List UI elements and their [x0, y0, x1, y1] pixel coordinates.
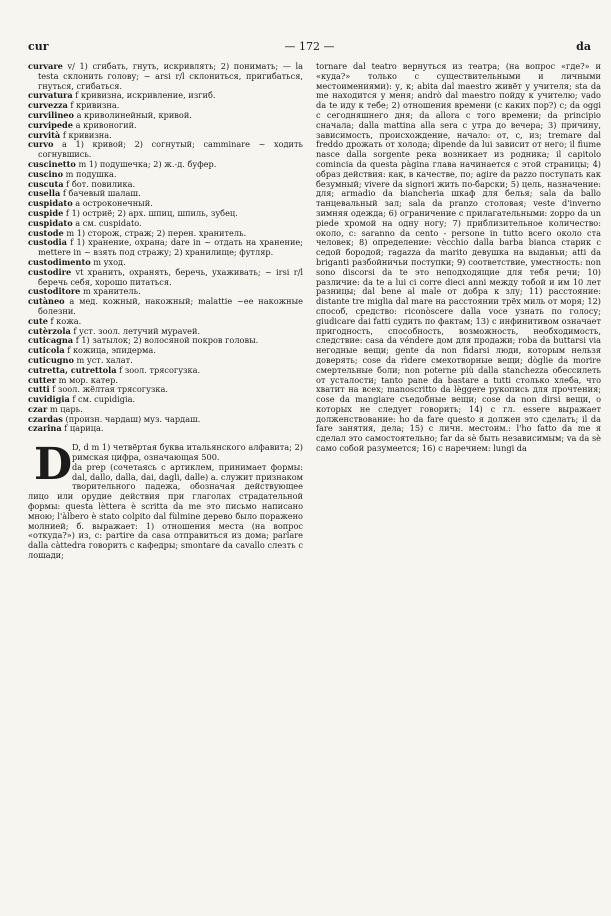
letter-d-section [28, 439, 303, 561]
entry-headword: cuticugno [28, 354, 74, 365]
dictionary-entry [28, 238, 303, 258]
dictionary-entry [28, 62, 303, 91]
entry-definition: а см. cuspidato. [72, 217, 142, 228]
entry-definition: f 1) хранение, охрана; dare in ~ отдать на хранение; mettere in ~ взять под стражу; 2) хранилище; футляр. [38, 237, 303, 258]
entry-headword: curvo [28, 139, 54, 150]
entry-definition: m уст. халат. [73, 354, 133, 365]
right-column [316, 62, 601, 908]
entry-headword: czardas [28, 413, 63, 424]
entry-headword: cute [28, 315, 48, 326]
entry-definition: f зоол. трясогузка. [116, 364, 201, 375]
entry-definition: f 1) остриё; 2) арх. шпиц, шпиль, зубец. [63, 207, 238, 218]
entry-definition: f кривизна. [67, 100, 120, 111]
entry-headword: cuspide [28, 207, 64, 218]
entry-definition: f уст. зоол. летучий мураvей. [70, 325, 201, 336]
drop-cap-letter: D [34, 439, 73, 491]
entry-headword: cuspidato [28, 198, 73, 209]
entry-headword: cuscino [28, 168, 64, 179]
entry-definition: vt хранить, охранять, беречь, ухаживать; ~ irsi r/l беречь себя, хорошо питаться. [38, 266, 303, 287]
entry-definition: f кожа. [47, 315, 82, 326]
entry-headword: custode [28, 227, 64, 238]
entry-definition: f кривизна. [60, 129, 112, 140]
entry-da-start: da prep (сочетаясь с артиклем, принимает формы: dal, dallo, dalla, dai, dagli, dalle) a. служит признаком творительного падежа, обозначая действующее лицо или орудие действия при глаголах страдательной формы: questa lèttera è scritta da me это письмо написано мною; l'àlbero è stato colpito dal fùlmine дерево было поражено молнией; б. выражает: 1) отношения места (на вопрос «откуда?») из, с: partire da casa отправиться из дома; parlare dalla càttedra говорить с кафедры; smontare da cavallo слезть с лошади; [28, 461, 303, 561]
entry-headword: curvatura [28, 90, 73, 101]
entry-definition: f зоол. жёлтая трясогузка. [49, 384, 168, 395]
entry-headword: custoditore [28, 286, 81, 297]
entry-definition: m хранитель. [80, 286, 141, 297]
entry-definition: m царь. [47, 403, 83, 414]
entry-headword: cuscinetto [28, 158, 76, 169]
entry-definition: f бот. повилика. [63, 178, 136, 189]
entry-definition: m 1) подушечка; 2) ж.-д. буфер. [75, 158, 217, 169]
page-number: — 172 — [284, 40, 335, 53]
entry-definition: а кривоногий. [73, 119, 137, 130]
letter-intro: D, d m 1) четвёртая буква итальянского алфавита; 2) римская цифра, означающая 500. [72, 442, 303, 463]
entry-definition: f бачевый шалаш. [60, 188, 141, 199]
entry-definition: m мор. катер. [56, 374, 118, 385]
dictionary-entry [28, 297, 303, 317]
entry-headword: cuticagna [28, 335, 74, 346]
dictionary-entry [28, 424, 303, 434]
entry-headword: cutretta, cutrettola [28, 364, 117, 375]
entry-definition: v/ 1) сгибать, гнуть, искривлять; 2) понимать; — la testa склонить голову; ~ arsi r/l склониться, пригибаться, гнуться, сгибаться. [38, 62, 303, 91]
entry-headword: cutèrzola [28, 325, 71, 336]
entry-definition: а криволинейный, кривой. [73, 109, 192, 120]
entry-definition: а остроконечный. [72, 198, 153, 209]
entry-headword: curvezza [28, 100, 68, 111]
entry-headword: curvità [28, 129, 61, 140]
dictionary-entry [28, 140, 303, 160]
entry-definition: m подушка. [63, 168, 117, 179]
entry-definition: (произн. чардаш) муз. чардаш. [62, 413, 201, 424]
header-right-guide-word: da [576, 40, 591, 53]
header-left-guide-word: cur [28, 40, 49, 53]
entry-headword: curvipede [28, 119, 73, 130]
entry-headword: custodire [28, 266, 72, 277]
entry-headword: custodimento [28, 256, 91, 267]
entry-definition: m 1) сторож, страж; 2) перен. хранитель. [63, 227, 247, 238]
entry-headword: cutter [28, 374, 57, 385]
entry-headword: cuticola [28, 345, 65, 356]
entry-headword: custodia [28, 237, 67, 248]
page-header [28, 40, 591, 56]
entry-definition: f 1) затылок; 2) волосяной покров головы. [73, 335, 259, 346]
entry-definition: m уход. [90, 256, 126, 267]
entry-headword: cutàneo [28, 296, 65, 307]
entry-definition: а 1) кривой; 2) согнутый; camminare ~ ходить согнувшись. [38, 139, 303, 160]
dictionary-entry [28, 268, 303, 288]
entry-definition: f кривизна, искривление, изгиб. [72, 90, 216, 101]
entry-headword: curvare [28, 62, 63, 71]
entry-headword: cuspidato [28, 217, 73, 228]
entry-list [28, 62, 303, 434]
entry-headword: cutti [28, 384, 50, 395]
entry-definition: f см. cupidigia. [69, 394, 136, 405]
entry-headword: czarina [28, 423, 62, 434]
entry-definition: f кожица, эпидерма. [64, 345, 156, 356]
entry-headword: curvilineo [28, 109, 74, 120]
entry-headword: cusella [28, 188, 61, 199]
entry-headword: czar [28, 403, 48, 414]
left-column [28, 62, 303, 908]
entry-headword: cuvidigia [28, 394, 70, 405]
entry-definition: f царица. [61, 423, 104, 434]
entry-headword: cuscuta [28, 178, 64, 189]
entry-definition: а мед. кожный, накожный; malattie ~ee накожные болезни. [38, 296, 303, 316]
entry-da-continued: tornare dal teatro вернуться из театра; (на вопрос «где?» и «куда?» только с существительными и личными местоимениями): у, к; abita dal maestro живёт у учителя; sta da me находится у меня; andrò dal maestro пойду к учителю; vado da te иду к тебе; 2) отношения времени (с каких пор?) с; da oggi с сегодняшнего дня; da allora с того времени; da principio сначала; dalla mattina alla sera с утра до вечера; 3) причину, зависимость, происхождение, начало: от, с, из; tremare dal freddo дрожать от холода; dipende da lui зависит от него; il fiume nasce dalla sorgente река возникает из родника; il capitolo comincia da questa pàgina глава начинается с этой страницы; 4) образ действия: как, в качестве, по; agire da pazzo поступать как безумный; vivere da signori жить по-барски; 5) цель, назначение: для; armadio da biancheria шкаф для белья; sala da ballo танцевальный зал; sala da pranzo столовая; veste d'inverno зимняя одежда; 6) ограничение с прилагательными: zoppo da un piede хромой на одну ногу; 7) приблизительное количество: около, с: saranno da cento - persone in tutto всего около ста человек; 8) определение: vècchio dalla barba bianca старик с седой бородой; ragazza da marito девушка на выданьи; atti da briganti разбойничьи поступки; 9) соответствие, уместность: non sono discorsi da te это неподходящие для тебя речи; 10) различие: da te a lui ci corre dieci anni между тобой и им 10 лет разницы; dal bene al male от добра к злу; 11) расстояние: distante tre miglia dal mare на расстоянии трёх миль от моря; 12) способ, средство: riconòscere dalla voce узнать по голосу; giudicare dai fatti судить по фактам; 13) с инфинитивом означает пригодность, способность, возможность, необходимость, следствие: casa da véndere дом для продажи; roba da buttarsi via негодные вещи; gente da non fidarsi люди, которым нельзя доверять; cose da rìdere смехотворные вещи; dòglie da morire смертельные боли; non poterne più dalla stanchezza обессилеть от усталости; tanto pane da bastare a tutti столько хлеба, что хватит на всех; manoscritto da lèggere рукопись для прочтения; cose da mangiare съедобные вещи; cose da non dirsi вещи, о которых не следует говорить; 14) с гл. essere выражает долженствование: ho da fare questo я должен это сделать; il da fare занятия, дела; 15) с личн. местоим.: l'ho fatto da me я сделал это самостоятельно; far da sè быть независимым; va da sè само собой разумеется; 16) с наречием: lungi da [316, 62, 601, 454]
